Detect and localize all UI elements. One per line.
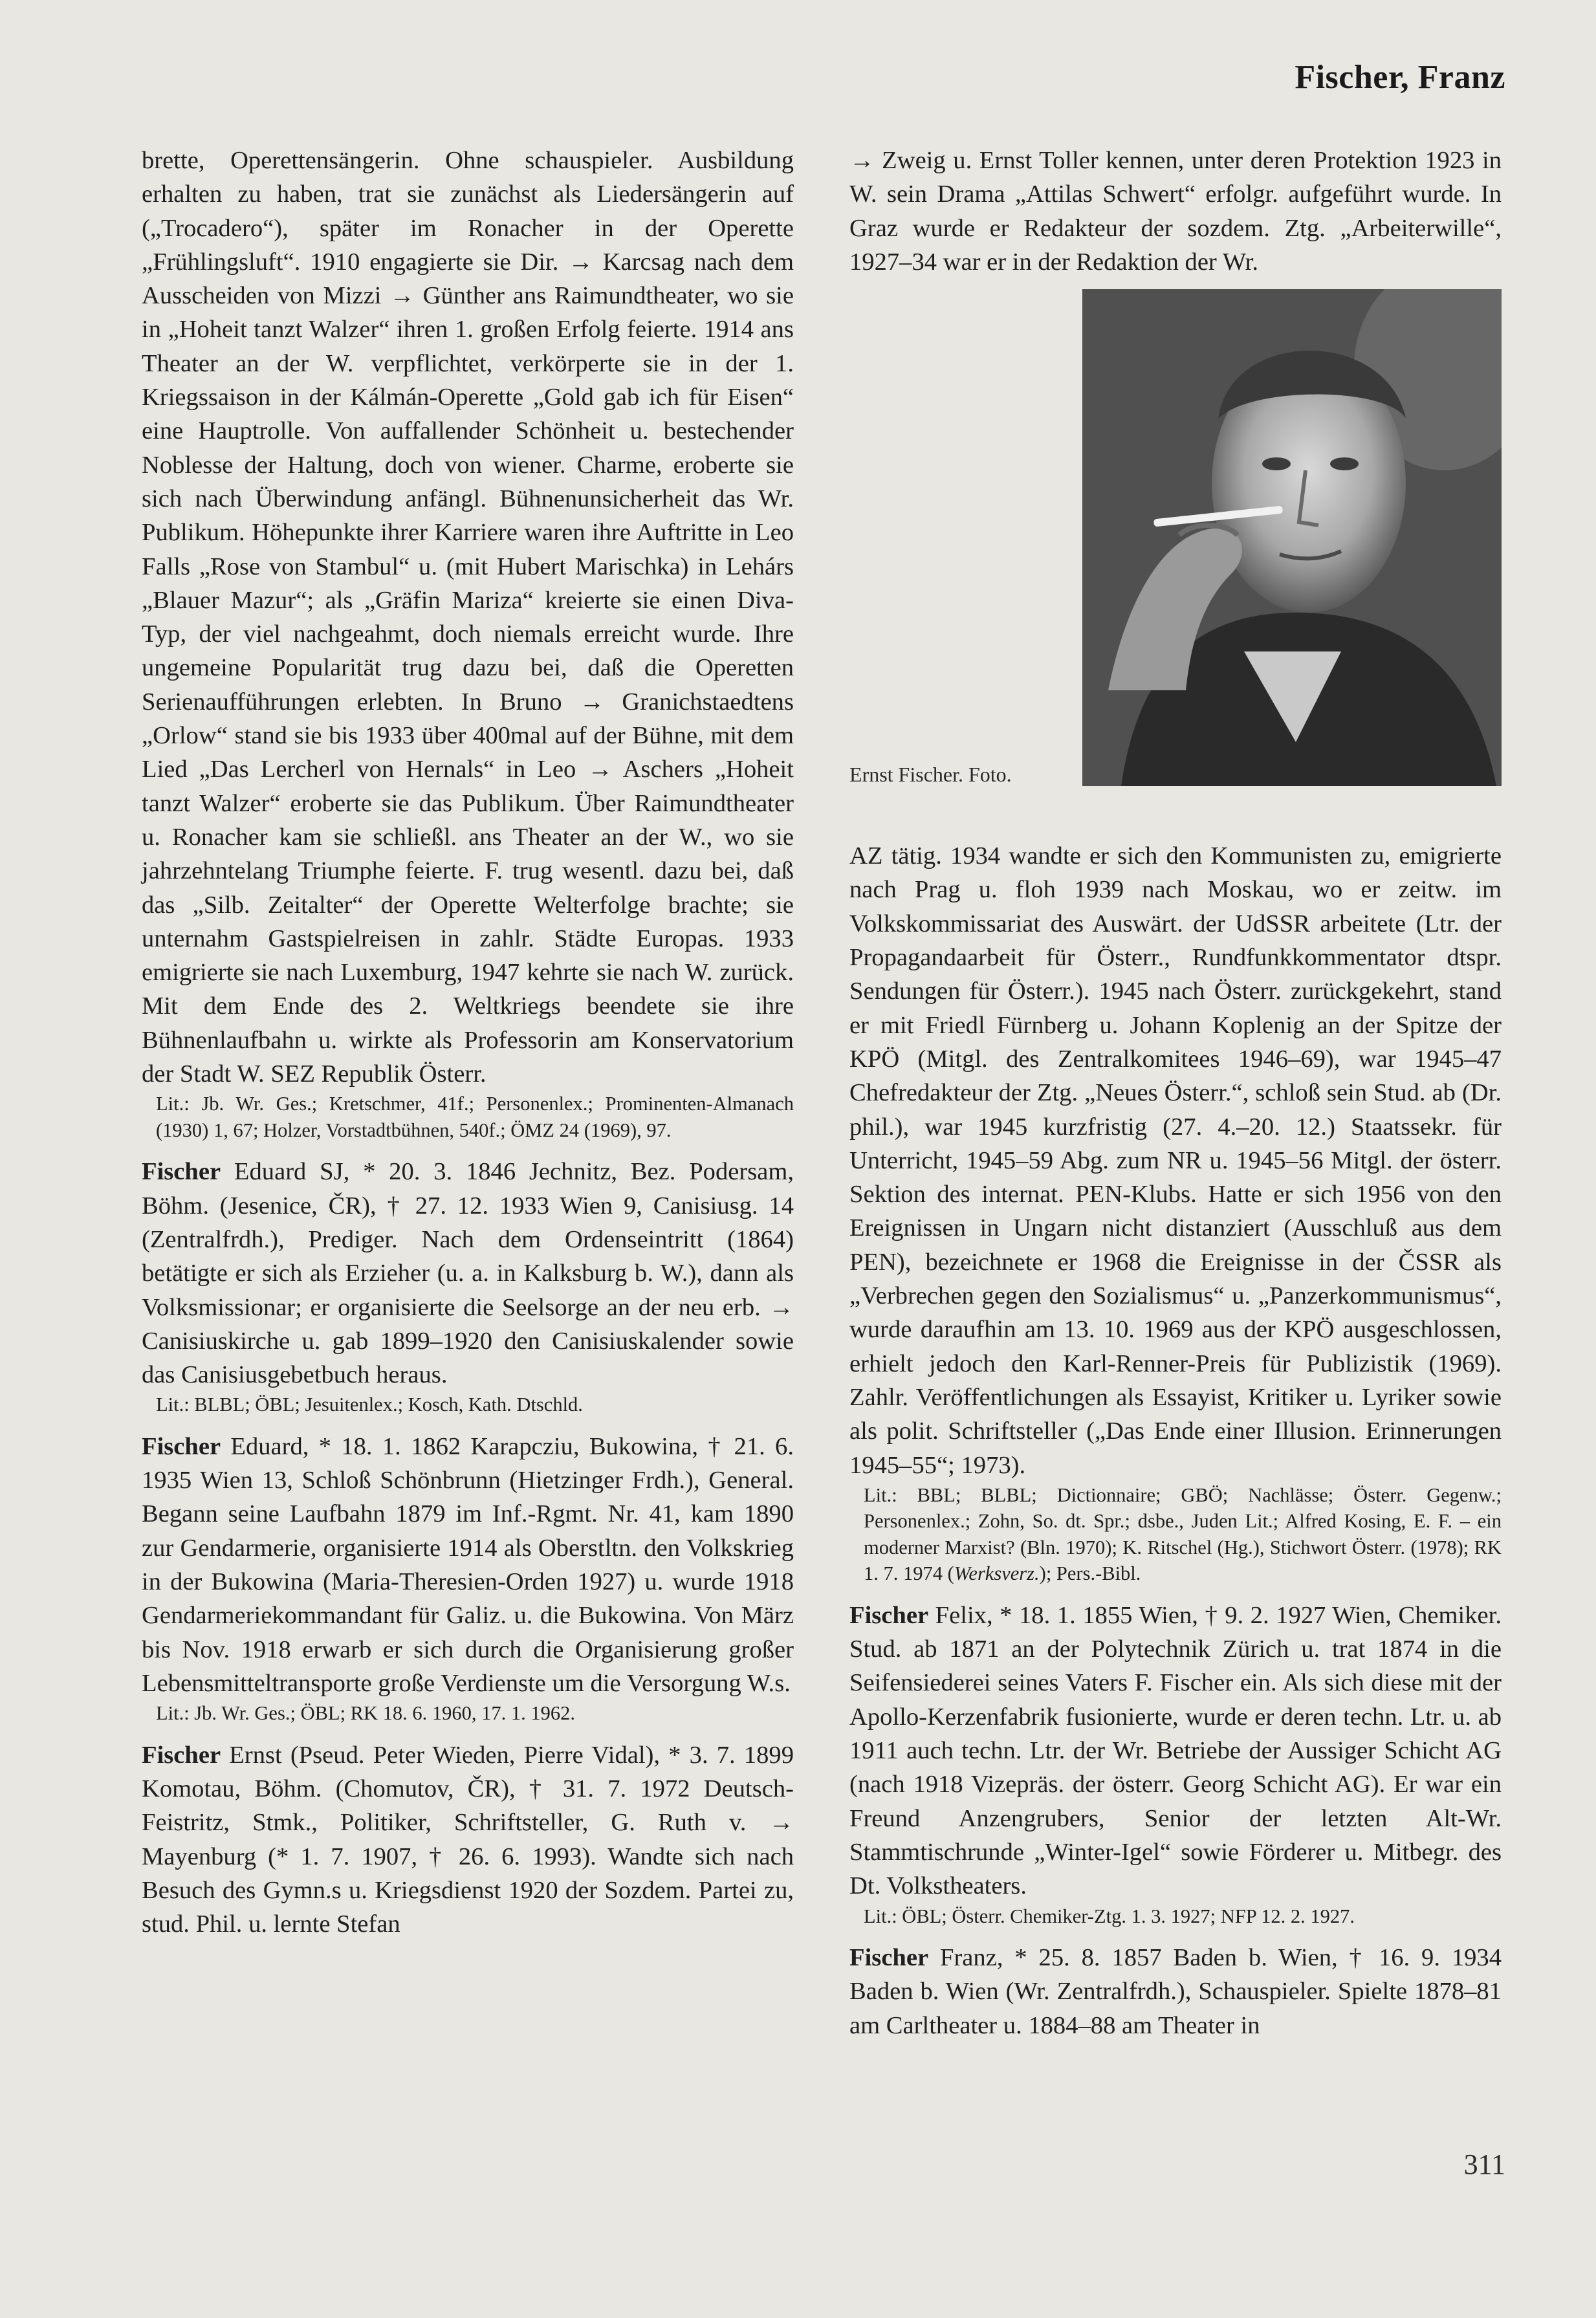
- entry-continuation-text: AZ tätig. 1934 wandte er sich den Kommunisten zu, emigrierte nach Prag u. floh 1939 nach Moskau, wo er zeitw. im Volkskommissariat des Auswärt. der UdSSR arbeitete (Ltr. der Propagandaarbeit für Österr., Rundfunkkommentator dtspr. Sendungen für Österr.). 1945 nach Österr. zurückgekehrt, stand er mit Friedl Fürnberg u. Johann Koplenig an der Spitze der KPÖ (Mitgl. des Zentralkomitees 1946–69), war 1945–47 Chefredakteur der Ztg. „Neues Österr.“, schloß sein Stud. ab (Dr. phil.), war 1945 kurzfristig (27. 4.–20. 12.) Staatssekr. für Unterricht, 1945–59 Abg. zum NR u. 1945–56 Mitgl. der österr. Sektion des internat. PEN-Klubs. Hatte er sich 1956 von den Ereignissen in Ungarn nicht distanziert (Ausschluß aus dem PEN), bezeichnete er 1968 die Ereignisse in der ČSSR als „Verbrechen gegen den Sozialismus“ u. „Panzerkommunismus“, wurde daraufhin am 13. 10. 1969 aus der KPÖ ausgeschlossen, erhielt jedoch den Karl-Renner-Preis für Publizistik (1969). Zahlr. Veröffentlichungen als Essayist, Kritiker u. Lyriker sowie als polit. Schriftsteller („Das Ende einer Illusion. Erinnerungen 1945–55“; 1973).: [849, 842, 1502, 1479]
- literature-italic: Werksverz.: [954, 1562, 1040, 1585]
- literature-text: Lit.: BBL; BLBL; Dictionnaire; GBÖ; Nachlässe; Österr. Gegenw.; Personenlex.; Zohn, So. dt. Spr.; dsbe., Juden Lit.; Alfred Kosing, E. F. – ein moderner Marxist? (Bln. 1970); K. Ritschel (Hg.), Stichwort Österr. (1978); RK 1. 7. 1974 (: [864, 1483, 1502, 1585]
- entry-fischer-felix: [849, 1599, 1502, 1903]
- entry-continuation-text: → Zweig u. Ernst Toller kennen, unter deren Protektion 1923 in W. sein Drama „Attilas Schwert“ erfolgr. aufgeführt wurde. In Graz wurde er Redakteur der sozdem. Ztg. „Arbeiterwille“, 1927–34 war er in der Redaktion der Wr.: [849, 147, 1502, 276]
- portrait-photo: [1082, 289, 1502, 786]
- photo-block: [849, 289, 1502, 833]
- literature-text-end: ); Pers.-Bibl.: [1039, 1562, 1141, 1585]
- entry-headword: Fischer: [849, 1944, 929, 1971]
- entry-continuation-text: brette, Operettensängerin. Ohne schauspieler. Ausbildung erhalten zu haben, trat sie zunächst als Liedersängerin auf („Trocadero“), später im Ronacher in der Operette „Frühlingsluft“. 1910 engagierte sie Dir. → Karcsag nach dem Ausscheiden von Mizzi → Günther ans Raimundtheater, wo sie in „Hoheit tanzt Walzer“ ihren 1. großen Erfolg feierte. 1914 ans Theater an der W. verpflichtet, verkörperte sie in der 1. Kriegssaison in der Kálmán-Operette „Gold gab ich für Eisen“ eine Hauptrolle. Von auffallender Schönheit u. bestechender Noblesse der Haltung, doch von wiener. Charme, eroberte sie sich nach Überwindung anfängl. Bühnenunsicherheit das Wr. Publikum. Höhepunkte ihrer Karriere waren ihre Auftritte in Leo Falls „Rose von Stambul“ u. (mit Hubert Marischka) in Lehárs „Blauer Mazur“; als „Gräfin Mariza“ kreierte sie einen Diva-Typ, der viel nachgeahmt, doch niemals erreicht wurde. Ihre ungemeine Popularität trug dazu bei, daß die Operetten Serienaufführungen erlebten. In Bruno → Granichstaedtens „Orlow“ stand sie bis 1933 über 400mal auf der Bühne, mit dem Lied „Das Lercherl von Hernals“ in Leo → Aschers „Hoheit tanzt Walzer“ eroberte sie das Publikum. Über Raimundtheater u. Ronacher kam sie schließl. ans Theater an der W., wo sie jahrzehntelang Triumphe feierte. F. trug wesentl. dazu bei, daß das „Silb. Zeitalter“ der Operette Welterfolge brachte; sie unternahm Gastspielreisen in zahlr. Städte Europas. 1933 emigrierte sie nach Luxemburg, 1947 kehrte sie nach W. zurück. Mit dem Ende des 2. Weltkriegs beendete sie ihre Bühnenlaufbahn u. wirkte als Professorin am Konservatorium der Stadt W. SEZ Republik Österr.: [142, 147, 794, 1088]
- literature-note: Lit.: BLBL; ÖBL; Jesuitenlex.; Kosch, Kath. Dtschld.: [156, 1394, 583, 1416]
- entry-headword: Fischer: [142, 1741, 221, 1769]
- literature-note: Lit.: Jb. Wr. Ges.; Kretschmer, 41f.; Personenlex.; Prominenten-Almanach (1930) 1, 67; Holzer, Vorstadtbühnen, 540f.; ÖMZ 24 (1969), 97.: [156, 1093, 794, 1141]
- entry-headword: Fischer: [849, 1601, 929, 1629]
- entry-body: Franz, * 25. 8. 1857 Baden b. Wien, † 16. 9. 1934 Baden b. Wien (Wr. Zentralfrdh.), Schauspieler. Spielte 1878–81 am Carltheater u. 1884–88 am Theater in: [849, 1944, 1502, 2039]
- right-column: [849, 144, 1502, 2042]
- entry-fischer-franz: [849, 1941, 1502, 2042]
- entry-body: Eduard SJ, * 20. 3. 1846 Jechnitz, Bez. Podersam, Böhm. (Jesenice, ČR), † 27. 12. 1933 Wien 9, Canisiusg. 14 (Zentralfrdh.), Prediger. Nach dem Ordenseintritt (1864) betätigte er sich als Erzieher (u. a. in Kalksburg b. W.), dann als Volksmissionar; er organisierte die Seelsorge an der neu erb. → Canisiuskirche u. gab 1899–1920 den Canisiuskalender sowie das Canisiusgebetbuch heraus.: [142, 1158, 794, 1389]
- entry-headword: Fischer: [142, 1158, 221, 1186]
- photo-caption: Ernst Fischer. Foto.: [849, 763, 1012, 787]
- entry-headword: Fischer: [142, 1432, 221, 1460]
- running-header-title: Fischer, Franz: [1295, 59, 1505, 96]
- literature-note: [849, 1482, 1502, 1587]
- literature-note: Lit.: Jb. Wr. Ges.; ÖBL; RK 18. 6. 1960, 17. 1. 1962.: [156, 1702, 576, 1725]
- entry-fischer-ernst: [142, 1738, 794, 1941]
- portrait-illustration: [1082, 289, 1502, 786]
- entry-body: Felix, * 18. 1. 1855 Wien, † 9. 2. 1927 Wien, Chemiker. Stud. ab 1871 an der Polytechnik Zürich u. trat 1874 in die Seifensiederei seines Vaters F. Fischer ein. Als sich diese mit der Apollo-Kerzenfabrik fusionierte, wurde er deren techn. Ltr. u. ab 1911 auch techn. Ltr. der Wr. Betriebe der Aussiger Schicht AG (nach 1918 Vizepräs. der österr. Georg Schicht AG). Er war ein Freund Anzengrubers, Senior der letzten Alt-Wr. Stammtischrunde „Winter-Igel“ sowie Förderer u. Mitbegr. des Dt. Volkstheaters.: [849, 1601, 1502, 1900]
- entry-fischer-eduard-sj: [142, 1155, 794, 1392]
- literature-note: Lit.: ÖBL; Österr. Chemiker-Ztg. 1. 3. 1927; NFP 12. 2. 1927.: [864, 1905, 1355, 1927]
- entry-fischer-eduard-general: [142, 1430, 794, 1700]
- entry-body: Ernst (Pseud. Peter Wieden, Pierre Vidal), * 3. 7. 1899 Komotau, Böhm. (Chomutov, ČR), † 31. 7. 1972 Deutsch-Feistritz, Stmk., Politiker, Schriftsteller, G. Ruth v. → Mayenburg (* 1. 7. 1907, † 26. 6. 1993). Wandte sich nach Besuch des Gymn.s u. Kriegsdienst 1920 der Sozdem. Partei zu, stud. Phil. u. lernte Stefan: [142, 1741, 794, 1938]
- entry-body: Eduard, * 18. 1. 1862 Karapcziu, Bukowina, † 21. 6. 1935 Wien 13, Schloß Schönbrunn (Hietzinger Frdh.), General. Begann seine Laufbahn 1879 im Inf.-Rgmt. Nr. 41, kam 1890 zur Gendarmerie, organisierte 1914 als Oberstltn. den Volkskrieg in der Bukowina (Maria-Theresien-Orden 1927) u. wurde 1918 Gendarmeriekommandant für Galiz. u. die Bukowina. Von März bis Nov. 1918 erwarb er sich durch die Organisierung großer Lebensmitteltransporte große Verdienste um die Versorgung W.s.: [142, 1432, 794, 1697]
- page-number: 311: [1463, 2149, 1505, 2180]
- left-column: [142, 144, 794, 1941]
